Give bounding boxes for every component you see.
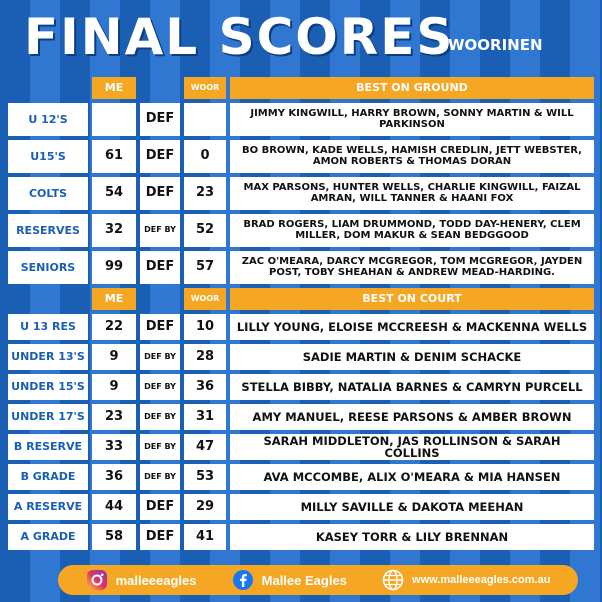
woor-score: 41 bbox=[184, 524, 226, 550]
me-score: 36 bbox=[92, 464, 136, 490]
best-players: KASEY TORR & LILY BRENNAN bbox=[230, 524, 594, 550]
football-header-woor: WOOR bbox=[184, 77, 226, 99]
woor-score: 53 bbox=[184, 464, 226, 490]
team-name: U 13 RES bbox=[8, 314, 88, 340]
team-name: B RESERVE bbox=[8, 434, 88, 460]
woor-score: 0 bbox=[184, 140, 226, 173]
result-label: DEF BY bbox=[140, 374, 180, 400]
woor-score: 47 bbox=[184, 434, 226, 460]
best-players: JIMMY KINGWILL, HARRY BROWN, SONNY MARTIN & WILL PARKINSON bbox=[230, 103, 594, 136]
netball-header-best: BEST ON COURT bbox=[230, 288, 594, 310]
netball-header-woor: WOOR bbox=[184, 288, 226, 310]
team-name: B GRADE bbox=[8, 464, 88, 490]
me-score: 44 bbox=[92, 494, 136, 520]
best-players: STELLA BIBBY, NATALIA BARNES & CAMRYN PURCELL bbox=[230, 374, 594, 400]
football-header-spacer bbox=[140, 77, 180, 99]
team-name: UNDER 15'S bbox=[8, 374, 88, 400]
team-name: U15'S bbox=[8, 140, 88, 173]
woor-score: 52 bbox=[184, 214, 226, 247]
result-label: DEF BY bbox=[140, 404, 180, 430]
football-header-me: ME bbox=[92, 77, 136, 99]
me-score: 9 bbox=[92, 344, 136, 370]
best-players: LILLY YOUNG, ELOISE MCCREESH & MACKENNA WELLS bbox=[230, 314, 594, 340]
team-name: RESERVES bbox=[8, 214, 88, 247]
me-score: 9 bbox=[92, 374, 136, 400]
result-label: DEF bbox=[140, 251, 180, 284]
woor-score: 36 bbox=[184, 374, 226, 400]
result-label: DEF BY bbox=[140, 434, 180, 460]
football-header-best: BEST ON GROUND bbox=[230, 77, 594, 99]
me-score: 61 bbox=[92, 140, 136, 173]
team-name: U 12'S bbox=[8, 103, 88, 136]
woor-score: 28 bbox=[184, 344, 226, 370]
me-score: 54 bbox=[92, 177, 136, 210]
page-title: FINAL SCORES bbox=[24, 8, 455, 66]
team-name: A RESERVE bbox=[8, 494, 88, 520]
result-label: DEF BY bbox=[140, 344, 180, 370]
instagram-handle: malleeeagles bbox=[115, 572, 197, 588]
facebook-icon bbox=[232, 569, 254, 591]
result-label: DEF bbox=[140, 103, 180, 136]
woor-score: 23 bbox=[184, 177, 226, 210]
me-score: 58 bbox=[92, 524, 136, 550]
social-footer bbox=[58, 565, 578, 595]
best-players: MILLY SAVILLE & DAKOTA MEEHAN bbox=[230, 494, 594, 520]
facebook-name: Mallee Eagles bbox=[261, 572, 347, 588]
me-score bbox=[92, 103, 136, 136]
best-players: BO BROWN, KADE WELLS, HAMISH CREDLIN, JETT WEBSTER, AMON ROBERTS & THOMAS DORAN bbox=[230, 140, 594, 173]
facebook-link[interactable] bbox=[232, 569, 347, 591]
team-name: A GRADE bbox=[8, 524, 88, 550]
result-label: DEF bbox=[140, 494, 180, 520]
best-players: SADIE MARTIN & DENIM SCHACKE bbox=[230, 344, 594, 370]
result-label: DEF BY bbox=[140, 464, 180, 490]
result-label: DEF bbox=[140, 177, 180, 210]
netball-header-me: ME bbox=[92, 288, 136, 310]
woor-score: 29 bbox=[184, 494, 226, 520]
scores-table bbox=[8, 77, 594, 554]
me-score: 23 bbox=[92, 404, 136, 430]
me-score: 99 bbox=[92, 251, 136, 284]
me-score: 33 bbox=[92, 434, 136, 460]
woor-score bbox=[184, 103, 226, 136]
me-score: 22 bbox=[92, 314, 136, 340]
result-label: DEF BY bbox=[140, 214, 180, 247]
football-header-spacer bbox=[8, 77, 88, 99]
opponent-title: WOORINEN bbox=[448, 36, 543, 54]
team-name: UNDER 17'S bbox=[8, 404, 88, 430]
website-url: www.malleeeagles.com.au bbox=[412, 574, 551, 586]
result-label: DEF bbox=[140, 140, 180, 173]
result-label: DEF bbox=[140, 524, 180, 550]
best-players: SARAH MIDDLETON, JAS ROLLINSON & SARAH COLLINS bbox=[230, 434, 594, 460]
woor-score: 57 bbox=[184, 251, 226, 284]
instagram-link[interactable] bbox=[86, 569, 197, 591]
best-players: AVA MCCOMBE, ALIX O'MEARA & MIA HANSEN bbox=[230, 464, 594, 490]
woor-score: 31 bbox=[184, 404, 226, 430]
best-players: AMY MANUEL, REESE PARSONS & AMBER BROWN bbox=[230, 404, 594, 430]
team-name: SENIORS bbox=[8, 251, 88, 284]
me-score: 32 bbox=[92, 214, 136, 247]
netball-header-spacer bbox=[8, 288, 88, 310]
team-name: COLTS bbox=[8, 177, 88, 210]
best-players: ZAC O'MEARA, DARCY MCGREGOR, TOM MCGREGOR, JAYDEN POST, TOBY SHEAHAN & ANDREW MEAD-HARDING. bbox=[230, 251, 594, 284]
woor-score: 10 bbox=[184, 314, 226, 340]
best-players: BRAD ROGERS, LIAM DRUMMOND, TODD DAY-HENERY, CLEM MILLER, DOM MAKUR & SEAN BEDGGOOD bbox=[230, 214, 594, 247]
instagram-icon bbox=[86, 569, 108, 591]
netball-header-spacer bbox=[140, 288, 180, 310]
globe-icon bbox=[382, 569, 404, 591]
result-label: DEF bbox=[140, 314, 180, 340]
team-name: UNDER 13'S bbox=[8, 344, 88, 370]
best-players: MAX PARSONS, HUNTER WELLS, CHARLIE KINGWILL, FAIZAL AMRAN, WILL TANNER & HAANI FOX bbox=[230, 177, 594, 210]
website-link[interactable] bbox=[382, 569, 550, 591]
